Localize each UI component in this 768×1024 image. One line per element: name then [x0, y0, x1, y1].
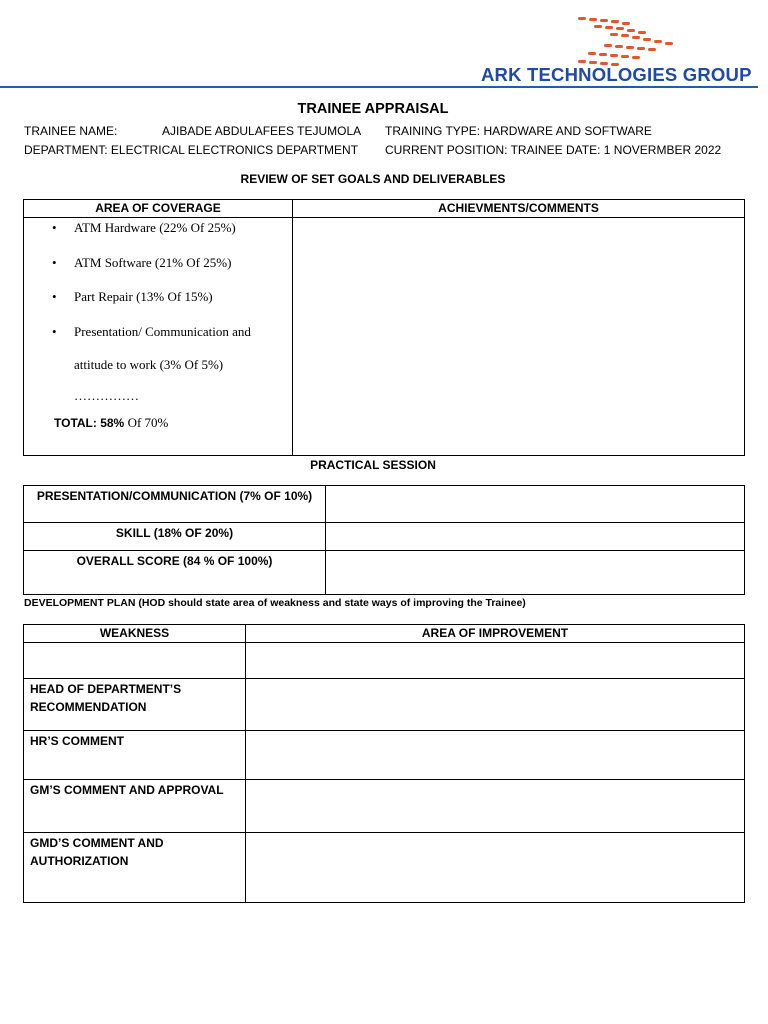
practical-table	[23, 485, 745, 595]
gm-comment-cell[interactable]	[246, 780, 745, 833]
list-item: • Presentation/ Communication and	[74, 315, 292, 348]
overall-score-label: OVERALL SCORE (84 % OF 100%)	[24, 551, 326, 595]
hod-recommendation-cell[interactable]	[246, 679, 745, 731]
practical-heading: PRACTICAL SESSION	[310, 458, 436, 472]
skill-score-cell[interactable]	[326, 523, 745, 551]
bullet-icon: •	[52, 323, 57, 339]
coverage-list	[24, 211, 292, 381]
company-name: ARK TECHNOLOGIES GROUP	[481, 64, 752, 85]
gm-comment-label: GM’S COMMENT AND APPROVAL	[24, 780, 246, 833]
review-heading: REVIEW OF SET GOALS AND DELIVERABLES	[240, 172, 506, 186]
hod-recommendation-label: HEAD OF DEPARTMENT’S RECOMMENDATION	[24, 679, 246, 731]
training-type: TRAINING TYPE: HARDWARE AND SOFTWARE	[385, 124, 652, 138]
list-item-continued: attitude to work (3% Of 5%)	[74, 356, 224, 372]
coverage-cell	[24, 218, 293, 456]
page-title: TRAINEE APPRAISAL	[297, 101, 449, 117]
list-item: • ATM Hardware (22% Of 25%)	[74, 211, 292, 246]
development-table	[23, 624, 745, 903]
hr-comment-label: HR’S COMMENT	[24, 731, 246, 780]
overall-score-cell[interactable]	[326, 551, 745, 595]
weakness-cell[interactable]	[24, 643, 246, 679]
presentation-score-cell[interactable]	[326, 486, 745, 523]
coverage-total: TOTAL: 58% Of 70%	[54, 414, 169, 430]
hr-comment-cell[interactable]	[246, 731, 745, 780]
trainee-name-label: TRAINEE NAME:	[24, 124, 118, 138]
placeholder-dots: ……………	[74, 387, 139, 403]
skill-score-label: SKILL (18% OF 20%)	[24, 523, 326, 551]
trainee-name: AJIBADE ABDULAFEES TEJUMOLA	[162, 124, 362, 138]
improvement-column-header: AREA OF IMPROVEMENT	[246, 625, 745, 643]
development-heading: DEVELOPMENT PLAN (HOD should state area of weakness and state ways of improving the Trainee)	[24, 597, 526, 609]
weakness-column-header: WEAKNESS	[24, 625, 246, 643]
review-table	[23, 199, 745, 456]
list-item: • Part Repair (13% Of 15%)	[74, 280, 292, 315]
list-item: • ATM Software (21% Of 25%)	[74, 246, 292, 281]
achievements-cell[interactable]	[293, 218, 745, 456]
current-position: CURRENT POSITION: TRAINEE	[385, 143, 563, 157]
header-divider	[0, 86, 758, 88]
department: DEPARTMENT: ELECTRICAL ELECTRONICS DEPARTMENT	[24, 143, 359, 157]
gmd-comment-label: GMD’S COMMENT AND AUTHORIZATION	[24, 833, 246, 903]
appraisal-date: DATE: 1 NOVERMBER 2022	[566, 143, 722, 157]
coverage-column-header: AREA OF COVERAGE	[24, 200, 293, 218]
bullet-icon: •	[52, 254, 57, 270]
bullet-icon: •	[52, 220, 57, 235]
presentation-score-label: PRESENTATION/COMMUNICATION (7% OF 10%)	[24, 486, 326, 523]
company-logo-icon	[574, 14, 684, 70]
improvement-cell[interactable]	[246, 643, 745, 679]
achievements-column-header: ACHIEVMENTS/COMMENTS	[293, 200, 745, 218]
bullet-icon: •	[52, 289, 57, 304]
gmd-comment-cell[interactable]	[246, 833, 745, 903]
